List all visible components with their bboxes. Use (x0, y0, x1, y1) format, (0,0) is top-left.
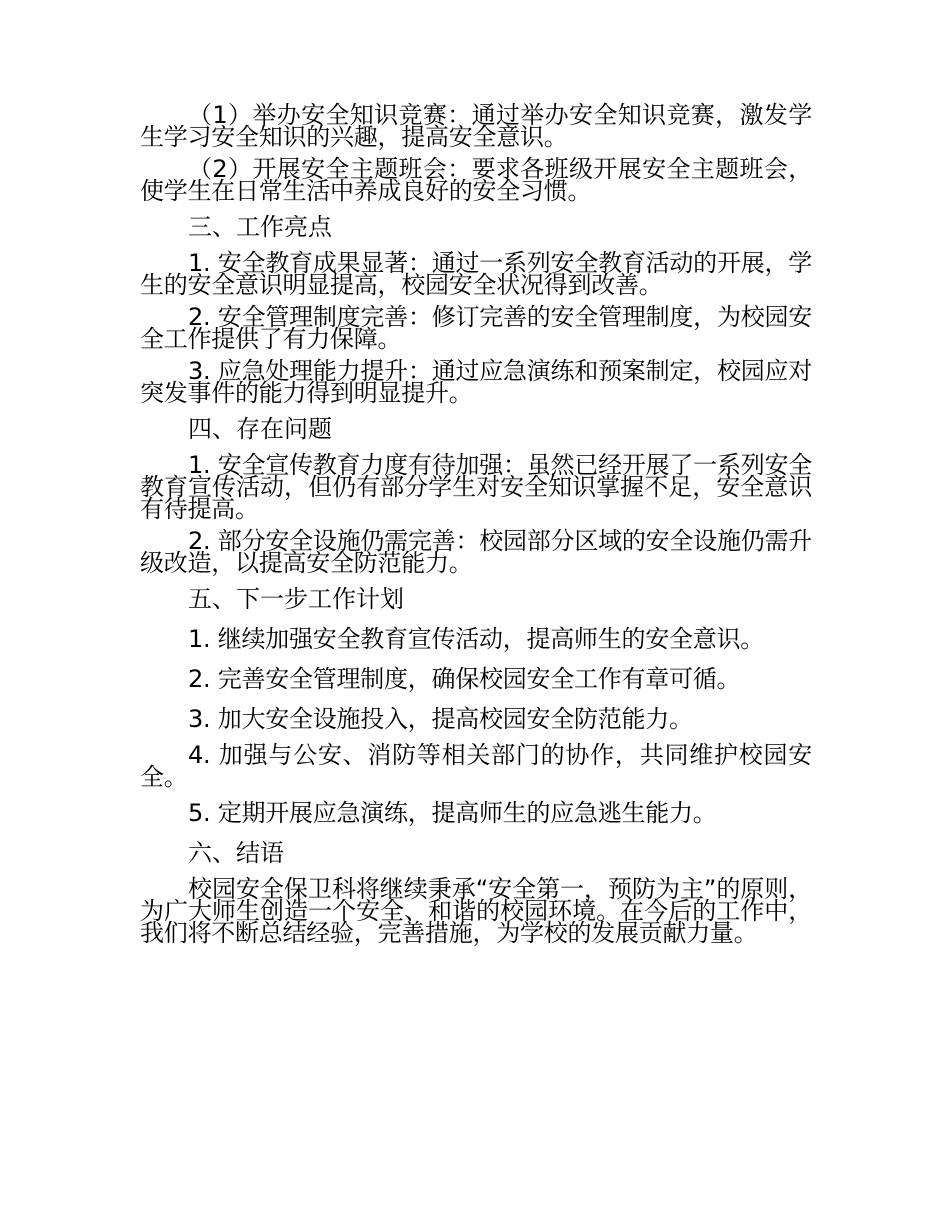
paragraph-plan-5: 5. 定期开展应急演练，提高师生的应急逃生能力。 (188, 799, 717, 827)
section-heading-conclusion: 六、结语 (188, 839, 284, 867)
section-heading-highlights: 三、工作亮点 (188, 213, 332, 241)
section-heading-next-steps: 五、下一步工作计划 (188, 585, 404, 613)
paragraph-highlight-3: 3. 应急处理能力提升：通过应急演练和预案制定，校园应对突发事件的能力得到明显提升。 (140, 357, 812, 407)
paragraph-problem-1: 1. 安全宣传教育力度有待加强：虽然已经开展了一系列安全教育宣传活动，但仍有部分学生对安全知识掌握不足，安全意识有待提高。 (140, 451, 812, 523)
paragraph-highlight-2: 2. 安全管理制度完善：修订完善的安全管理制度，为校园安全工作提供了有力保障。 (140, 303, 812, 353)
document-body (140, 101, 812, 954)
section-heading-problems: 四、存在问题 (188, 415, 332, 443)
paragraph-plan-3: 3. 加大安全设施投入，提高校园安全防范能力。 (188, 705, 693, 733)
paragraph-class-meeting: （2）开展安全主题班会：要求各班级开展安全主题班会，使学生在日常生活中养成良好的安全习惯。 (140, 155, 812, 205)
paragraph-competition: （1）举办安全知识竞赛：通过举办安全知识竞赛，激发学生学习安全知识的兴趣，提高安全意识。 (140, 101, 812, 151)
paragraph-problem-2: 2. 部分安全设施仍需完善：校园部分区域的安全设施仍需升级改造，以提高安全防范能力。 (140, 527, 812, 577)
paragraph-plan-1: 1. 继续加强安全教育宣传活动，提高师生的安全意识。 (188, 625, 765, 653)
paragraph-plan-4: 4. 加强与公安、消防等相关部门的协作，共同维护校园安全。 (140, 741, 812, 791)
paragraph-plan-2: 2. 完善安全管理制度，确保校园安全工作有章可循。 (188, 665, 741, 693)
paragraph-highlight-1: 1. 安全教育成果显著：通过一系列安全教育活动的开展，学生的安全意识明显提高，校园安全状况得到改善。 (140, 249, 812, 299)
paragraph-conclusion: 校园安全保卫科将继续秉承“安全第一，预防为主”的原则，为广大师生创造一个安全、和谐的校园环境。在今后的工作中，我们将不断总结经验，完善措施，为学校的发展贡献力量。 (140, 875, 812, 947)
